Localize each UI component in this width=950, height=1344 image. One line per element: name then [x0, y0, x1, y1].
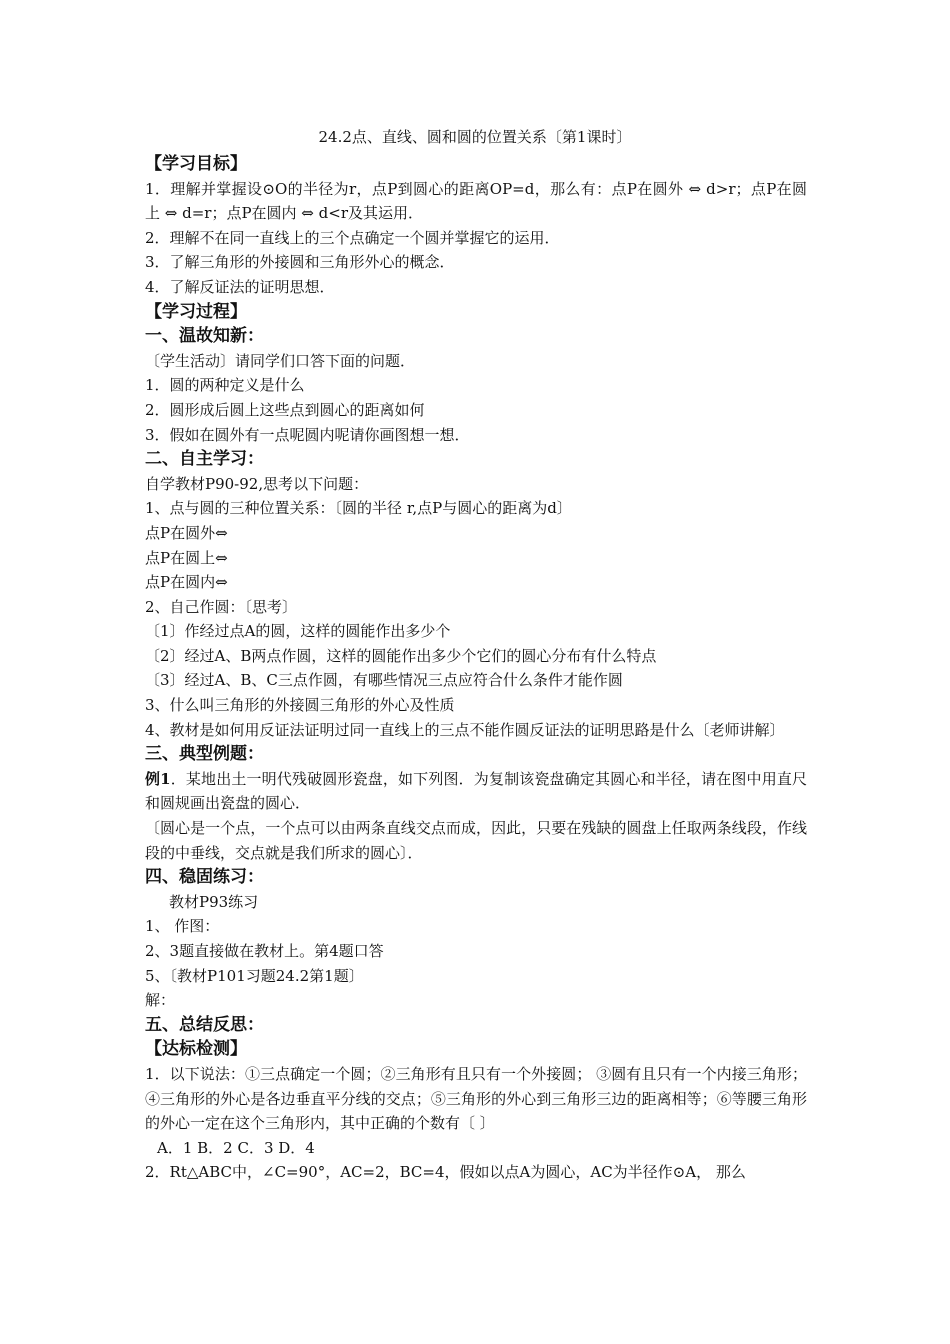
- section-heading: 【学习目标】: [145, 154, 247, 174]
- text-line: 4、教材是如何用反证法证明过同一直线上的三点不能作圆反证法的证明思路是什么〔老师讲解〕: [145, 720, 785, 739]
- text-line: 3、什么叫三角形的外接圆三角形的外心及性质: [145, 696, 455, 715]
- example-label: 例1: [145, 769, 171, 788]
- text-line: 自学教材P90-92,思考以下问题：: [145, 474, 369, 493]
- text-line: 1、点与圆的三种位置关系：〔圆的半径 r,点P与圆心的距离为d〕: [145, 499, 572, 518]
- section-heading: 二、自主学习：: [145, 449, 264, 470]
- text-line: 〔学生活动〕请同学们口答下面的问题．: [145, 351, 416, 370]
- section-heading: 五、总结反思：: [145, 1014, 264, 1035]
- text-line: 2、自己作圆：〔思考〕: [145, 597, 298, 616]
- text-line: 1、 作图：: [145, 917, 220, 936]
- text-line: 点P在圆外⇔: [145, 523, 228, 542]
- text-line: 4．了解反证法的证明思想．: [145, 277, 335, 296]
- text-line: 2．圆形成后圆上这些点到圆心的距离如何: [145, 400, 425, 419]
- section-heading: 四、稳固练习：: [145, 867, 264, 888]
- text-line: A．1 B．2 C．3 D．4: [157, 1138, 315, 1157]
- text-line: [145, 767, 807, 816]
- example-text: ．某地出土一明代残破圆形瓷盘，如下列图．为复制该瓷盘确定其圆心和半径，请在图中用直尺和圆规画出瓷盘的圆心．: [145, 769, 807, 813]
- text-line: 〔2〕经过A、B两点作圆，这样的圆能作出多少个它们的圆心分布有什么特点: [145, 646, 657, 665]
- text-line: 1．理解并掌握设⊙O的半径为r，点P到圆心的距离OP=d，那么有：点P在圆外 ⇔ d>r；点P在圆上 ⇔ d=r；点P在圆内 ⇔ d<r及其运用．: [145, 179, 807, 223]
- text-line: 5、〔教材P101习题24.2第1题〕: [145, 966, 364, 985]
- section-heading: 一、温故知新：: [145, 326, 264, 347]
- text-line: 1．以下说法：①三点确定一个圆；②三角形有且只有一个外接圆； ③圆有且只有一个内接三角形；④三角形的外心是各边垂直平分线的交点；⑤三角形的外心到三角形三边的距离相等；⑥等腰三角形的外心一定在这个三角形内，其中正确的个数有〔 〕: [145, 1064, 807, 1133]
- text-line: 3．了解三角形的外接圆和三角形外心的概念．: [145, 253, 455, 272]
- document-title: 24.2点、直线、圆和圆的位置关系〔第1课时〕: [318, 128, 632, 146]
- text-line: 2．Rt△ABC中，∠C=90°，AC=2，BC=4，假如以点A为圆心，AC为半径作⊙A， 那么: [145, 1163, 746, 1182]
- text-line: 3．假如在圆外有一点呢圆内呢请你画图想一想．: [145, 425, 470, 444]
- section-heading: 三、典型例题：: [145, 744, 264, 765]
- text-line: 点P在圆内⇔: [145, 573, 228, 592]
- text-line: 〔3〕经过A、B、C三点作圆，有哪些情况三点应符合什么条件才能作圆: [145, 671, 623, 690]
- text-line: 2．理解不在同一直线上的三个点确定一个圆并掌握它的运用．: [145, 228, 560, 247]
- section-heading: 【达标检测】: [145, 1039, 247, 1060]
- section-heading: 【学习过程】: [145, 301, 247, 322]
- text-line: 〔1〕作经过点A的圆，这样的圆能作出多少个: [145, 622, 451, 641]
- text-line: 1．圆的两种定义是什么: [145, 376, 305, 395]
- text-line: 教材P93练习: [169, 892, 259, 911]
- text-line: 点P在圆上⇔: [145, 548, 228, 567]
- document-body: [145, 152, 807, 1185]
- text-line: 〔圆心是一个点，一个点可以由两条直线交点而成，因此，只要在残缺的圆盘上任取两条线段，作线段的中垂线，交点就是我们所求的圆心〕．: [145, 819, 807, 862]
- text-line: 2、3题直接做在教材上。第4题口答: [145, 942, 384, 960]
- text-line: 解：: [145, 991, 176, 1010]
